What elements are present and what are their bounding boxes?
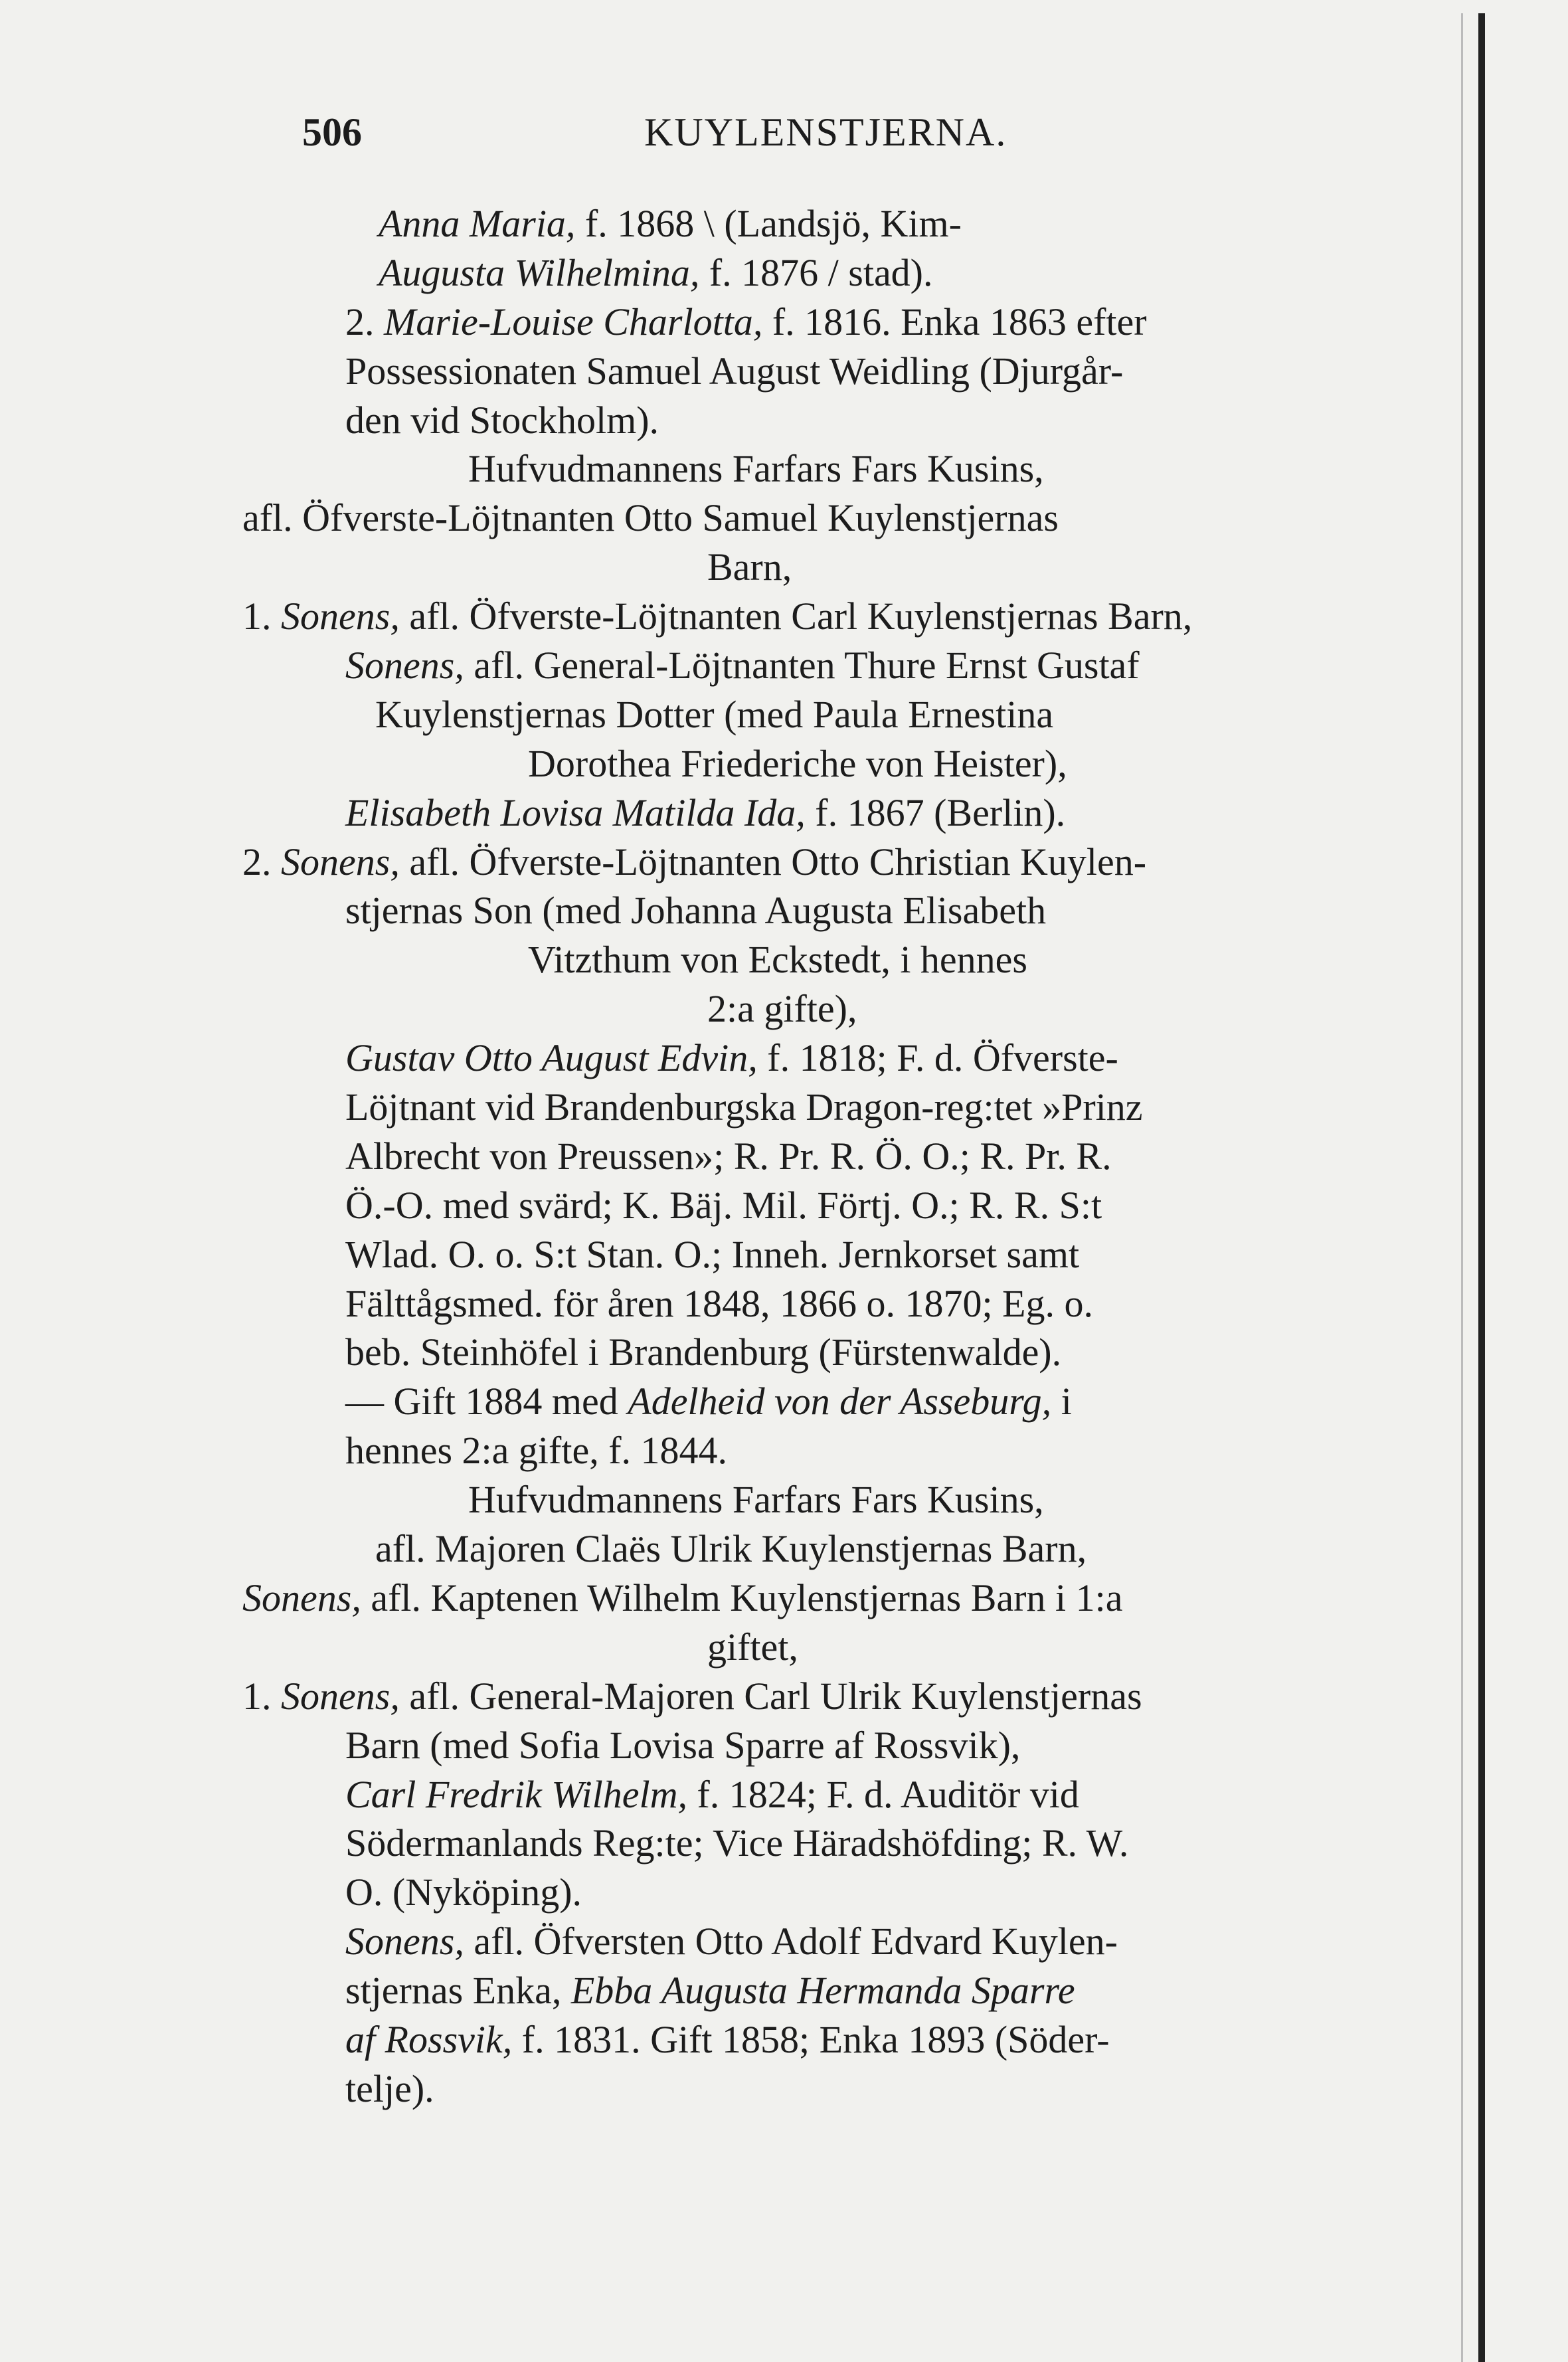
- line-text: f. 1824; F. d. Auditör vid: [687, 1772, 1079, 1816]
- italic-name-text: Ebba Augusta Hermanda Sparre: [570, 1969, 1075, 2013]
- text-line: [242, 1623, 1438, 1672]
- line-text: f. 1818; F. d. Öfverste-: [757, 1036, 1118, 1080]
- line-text: 2.: [345, 300, 384, 343]
- text-line: [242, 1966, 1438, 2015]
- text-line: [242, 739, 1438, 788]
- line-text: Hufvudmannens Farfars Fars Kusins,: [468, 447, 1044, 491]
- line-text: Vitzthum von Eckstedt, i hennes: [528, 938, 1027, 982]
- line-text: stjernas Son (med Johanna Augusta Elisabeth: [345, 889, 1047, 933]
- line-text: Hufvudmannens Farfars Fars Kusins,: [468, 1478, 1044, 1522]
- line-text: Kuylenstjernas Dotter (med Paula Ernestina: [375, 692, 1054, 736]
- line-text: f. 1816. Enka 1863 efter: [762, 300, 1147, 343]
- line-text: Ö.-O. med svärd; K. Bäj. Mil. Förtj. O.; R. R. S:t: [345, 1183, 1102, 1227]
- running-title: KUYLENSTJERNA.: [644, 110, 1007, 154]
- text-line: [242, 494, 1438, 543]
- line-text: O. (Nyköping).: [345, 1870, 582, 1914]
- line-text: afl. Kaptenen Wilhelm Kuylenstjernas Barn i 1:a: [361, 1576, 1123, 1619]
- text-line: [242, 886, 1438, 935]
- text-line: [242, 984, 1438, 1034]
- line-text: hennes 2:a gifte, f. 1844.: [345, 1429, 728, 1473]
- line-text: Löjtnant vid Brandenburgska Dragon-reg:tet »Prinz: [345, 1085, 1143, 1129]
- text-line: [242, 1426, 1438, 1475]
- italic-name-text: Elisabeth Lovisa Matilda Ida,: [345, 790, 806, 834]
- line-text: i: [1051, 1380, 1072, 1423]
- line-text: afl. Öfversten Otto Adolf Edvard Kuylen-: [464, 1920, 1118, 1963]
- line-text: f. 1876 / stad).: [699, 250, 933, 294]
- text-line: [242, 2015, 1438, 2064]
- text-line: [242, 1574, 1438, 1623]
- italic-name-text: Sonens,: [281, 594, 400, 638]
- text-line: [242, 1672, 1438, 1721]
- page-fold-shadow: [1461, 13, 1463, 2362]
- italic-name-text: Sonens,: [281, 840, 400, 883]
- text-line: [242, 199, 1438, 248]
- text-line: [242, 1083, 1438, 1132]
- italic-name-text: Anna Maria,: [379, 202, 576, 245]
- line-text: — Gift 1884 med: [345, 1380, 628, 1423]
- text-line: [242, 1181, 1438, 1230]
- line-text: Fälttågsmed. för åren 1848, 1866 o. 1870; Eg. o.: [345, 1281, 1093, 1325]
- page-header: [302, 110, 1435, 169]
- line-text: Albrecht von Preussen»; R. Pr. R. Ö. O.; R. Pr. R.: [345, 1134, 1112, 1178]
- text-line: [242, 1524, 1438, 1574]
- line-text: f. 1831. Gift 1858; Enka 1893 (Söder-: [512, 2017, 1110, 2061]
- italic-name-text: Sonens,: [242, 1576, 361, 1619]
- text-line: [242, 1770, 1438, 1819]
- line-text: stjernas Enka,: [345, 1969, 571, 2013]
- line-text: Södermanlands Reg:te; Vice Häradshöfding; R. W.: [345, 1821, 1129, 1865]
- text-line: [242, 1475, 1438, 1524]
- italic-name-text: Sonens,: [281, 1674, 400, 1718]
- line-text: den vid Stockholm).: [345, 398, 659, 442]
- line-text: f. 1868 \ (Landsjö, Kim-: [575, 202, 962, 245]
- line-text: f. 1867 (Berlin).: [805, 790, 1066, 834]
- line-text: afl. Öfverste-Löjtnanten Carl Kuylenstjernas Barn,: [399, 594, 1193, 638]
- text-line: [242, 592, 1438, 641]
- text-line: [242, 1819, 1438, 1868]
- page-number: 506: [302, 110, 362, 154]
- text-line: [242, 396, 1438, 445]
- line-text: afl. Majoren Claës Ulrik Kuylenstjernas Barn,: [375, 1527, 1087, 1571]
- line-text: 2:a gifte),: [707, 987, 857, 1031]
- line-text: 2.: [242, 840, 281, 883]
- line-text: giftet,: [707, 1625, 798, 1669]
- text-line: [242, 838, 1438, 887]
- line-text: Barn (med Sofia Lovisa Sparre af Rossvik),: [345, 1723, 1021, 1767]
- text-line: [242, 2064, 1438, 2114]
- line-text: telje).: [345, 2066, 434, 2110]
- italic-name-text: Augusta Wilhelmina,: [379, 250, 700, 294]
- line-text: Possessionaten Samuel August Weidling (Djurgår-: [345, 349, 1124, 393]
- text-line: [242, 1279, 1438, 1328]
- line-text: 1.: [242, 1674, 281, 1718]
- line-text: afl. Öfverste-Löjtnanten Otto Samuel Kuylenstjernas: [242, 496, 1059, 540]
- line-text: Barn,: [707, 545, 792, 589]
- text-line: [242, 788, 1438, 838]
- text-line: [242, 298, 1438, 347]
- text-line: [242, 444, 1438, 494]
- text-line: [242, 935, 1438, 984]
- page-edge-border: [1478, 13, 1485, 2362]
- line-text: afl. Öfverste-Löjtnanten Otto Christian Kuylen-: [399, 840, 1147, 883]
- italic-name-text: Sonens,: [345, 1920, 464, 1963]
- text-line: [242, 248, 1438, 298]
- italic-name-text: Carl Fredrik Wilhelm,: [345, 1772, 687, 1816]
- line-text: afl. General-Majoren Carl Ulrik Kuylenstjernas: [399, 1674, 1142, 1718]
- text-line: [242, 1132, 1438, 1181]
- text-line: [242, 1377, 1438, 1426]
- italic-name-text: Sonens,: [345, 644, 464, 687]
- line-text: afl. General-Löjtnanten Thure Ernst Gustaf: [464, 644, 1140, 687]
- text-line: [242, 1917, 1438, 1966]
- text-line: [242, 347, 1438, 396]
- italic-name-text: Gustav Otto August Edvin,: [345, 1036, 758, 1080]
- line-text: Wlad. O. o. S:t Stan. O.; Inneh. Jernkorset samt: [345, 1232, 1080, 1276]
- line-text: 1.: [242, 594, 281, 638]
- text-line: [242, 1328, 1438, 1377]
- text-line: [242, 1034, 1438, 1083]
- text-line: [242, 1230, 1438, 1279]
- italic-name-text: Marie-Louise Charlotta,: [384, 300, 763, 343]
- body-text: [242, 199, 1438, 2114]
- line-text: Dorothea Friederiche von Heister),: [528, 741, 1067, 785]
- text-line: [242, 543, 1438, 592]
- line-text: beb. Steinhöfel i Brandenburg (Fürstenwalde).: [345, 1330, 1062, 1374]
- text-line: [242, 1868, 1438, 1917]
- text-line: [242, 690, 1438, 739]
- italic-name-text: Adelheid von der Asseburg,: [628, 1380, 1052, 1423]
- italic-name-text: af Rossvik,: [345, 2017, 513, 2061]
- text-line: [242, 641, 1438, 690]
- text-line: [242, 1721, 1438, 1770]
